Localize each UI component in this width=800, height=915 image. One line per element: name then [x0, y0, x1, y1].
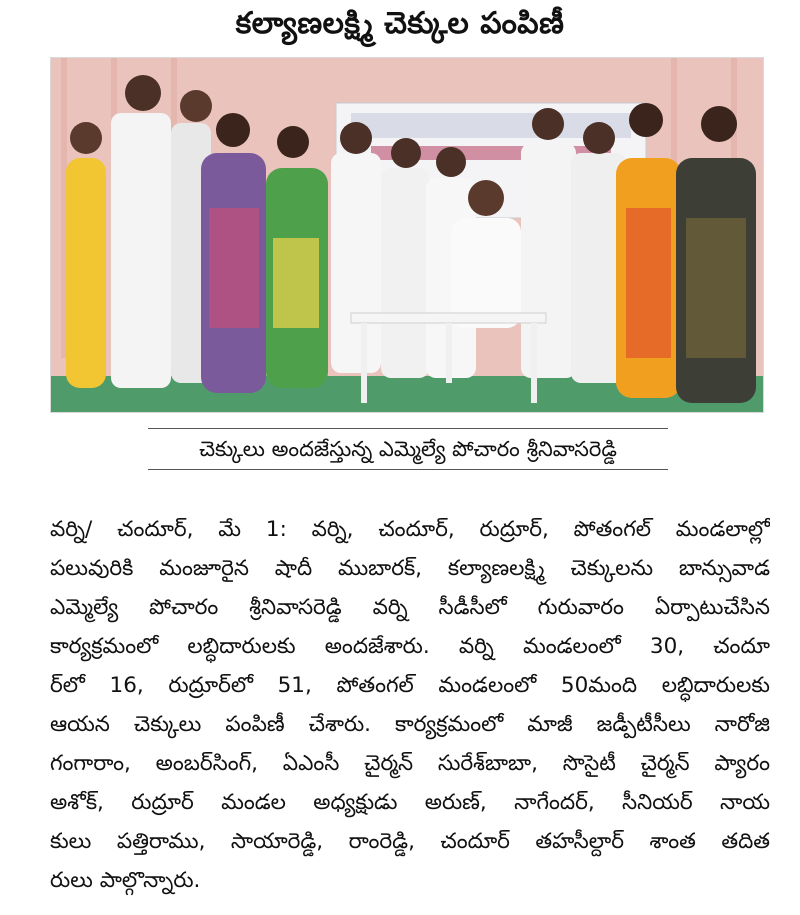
article-line: పలువురికి మంజూరైన షాదీ ముబారక్, కల్యాణలక్ష్మి చెక్కులను బాన్సువాడ	[50, 556, 770, 581]
article-line: కులు పత్తిరాము, సాయారెడ్డి, రాంరెడ్డి, చందూర్ తహసీల్దార్ శాంత తదిత	[50, 829, 770, 854]
article-line: రులు పాల్గొన్నారు.	[50, 868, 201, 893]
article-line: ఎమ్మెల్యే పోచారం శ్రీనివాసరెడ్డి వర్ని సీడీసీలో గురువారం ఏర్పాటుచేసిన	[50, 595, 770, 620]
article-line: అశోక్, రుద్రూర్ మండల అధ్యక్షుడు అరుణ్, నాగేందర్, సీనియర్ నాయ	[50, 790, 770, 815]
article-line: ఆయన చెక్కులు పంపిణీ చేశారు. కార్యక్రమంలో మాజీ జడ్పీటీసీలు నారోజి	[50, 712, 770, 737]
news-photo	[50, 57, 764, 413]
article-body	[50, 510, 770, 900]
article-line: గంగారాం, అంబర్‌సింగ్, ఏఎంసీ చైర్మన్ సురేశ్‌బాబా, సొసైటీ చైర్మన్ ప్యారం	[50, 751, 770, 776]
article-line: వర్ని/ చందూర్, మే 1: వర్ని, చందూర్, రుద్రూర్, పోతంగల్ మండలాల్లో	[50, 517, 770, 542]
article-line: ర్‌లో 16, రుద్రూర్‌లో 51, పోతంగల్ మండలంలో 50మంది లబ్ధిదారులకు	[50, 673, 770, 698]
photo-image	[51, 58, 764, 413]
photo-caption: చెక్కులు అందజేస్తున్న ఎమ్మెల్యే పోచారం శ్రీనివాసరెడ్డి	[148, 428, 668, 470]
headline: కల్యాణలక్ష్మి చెక్కుల పంపిణీ	[235, 6, 565, 41]
article-line: కార్యక్రమంలో లబ్ధిదారులకు అందజేశారు. వర్ని మండలంలో 30, చందూ	[50, 634, 770, 659]
